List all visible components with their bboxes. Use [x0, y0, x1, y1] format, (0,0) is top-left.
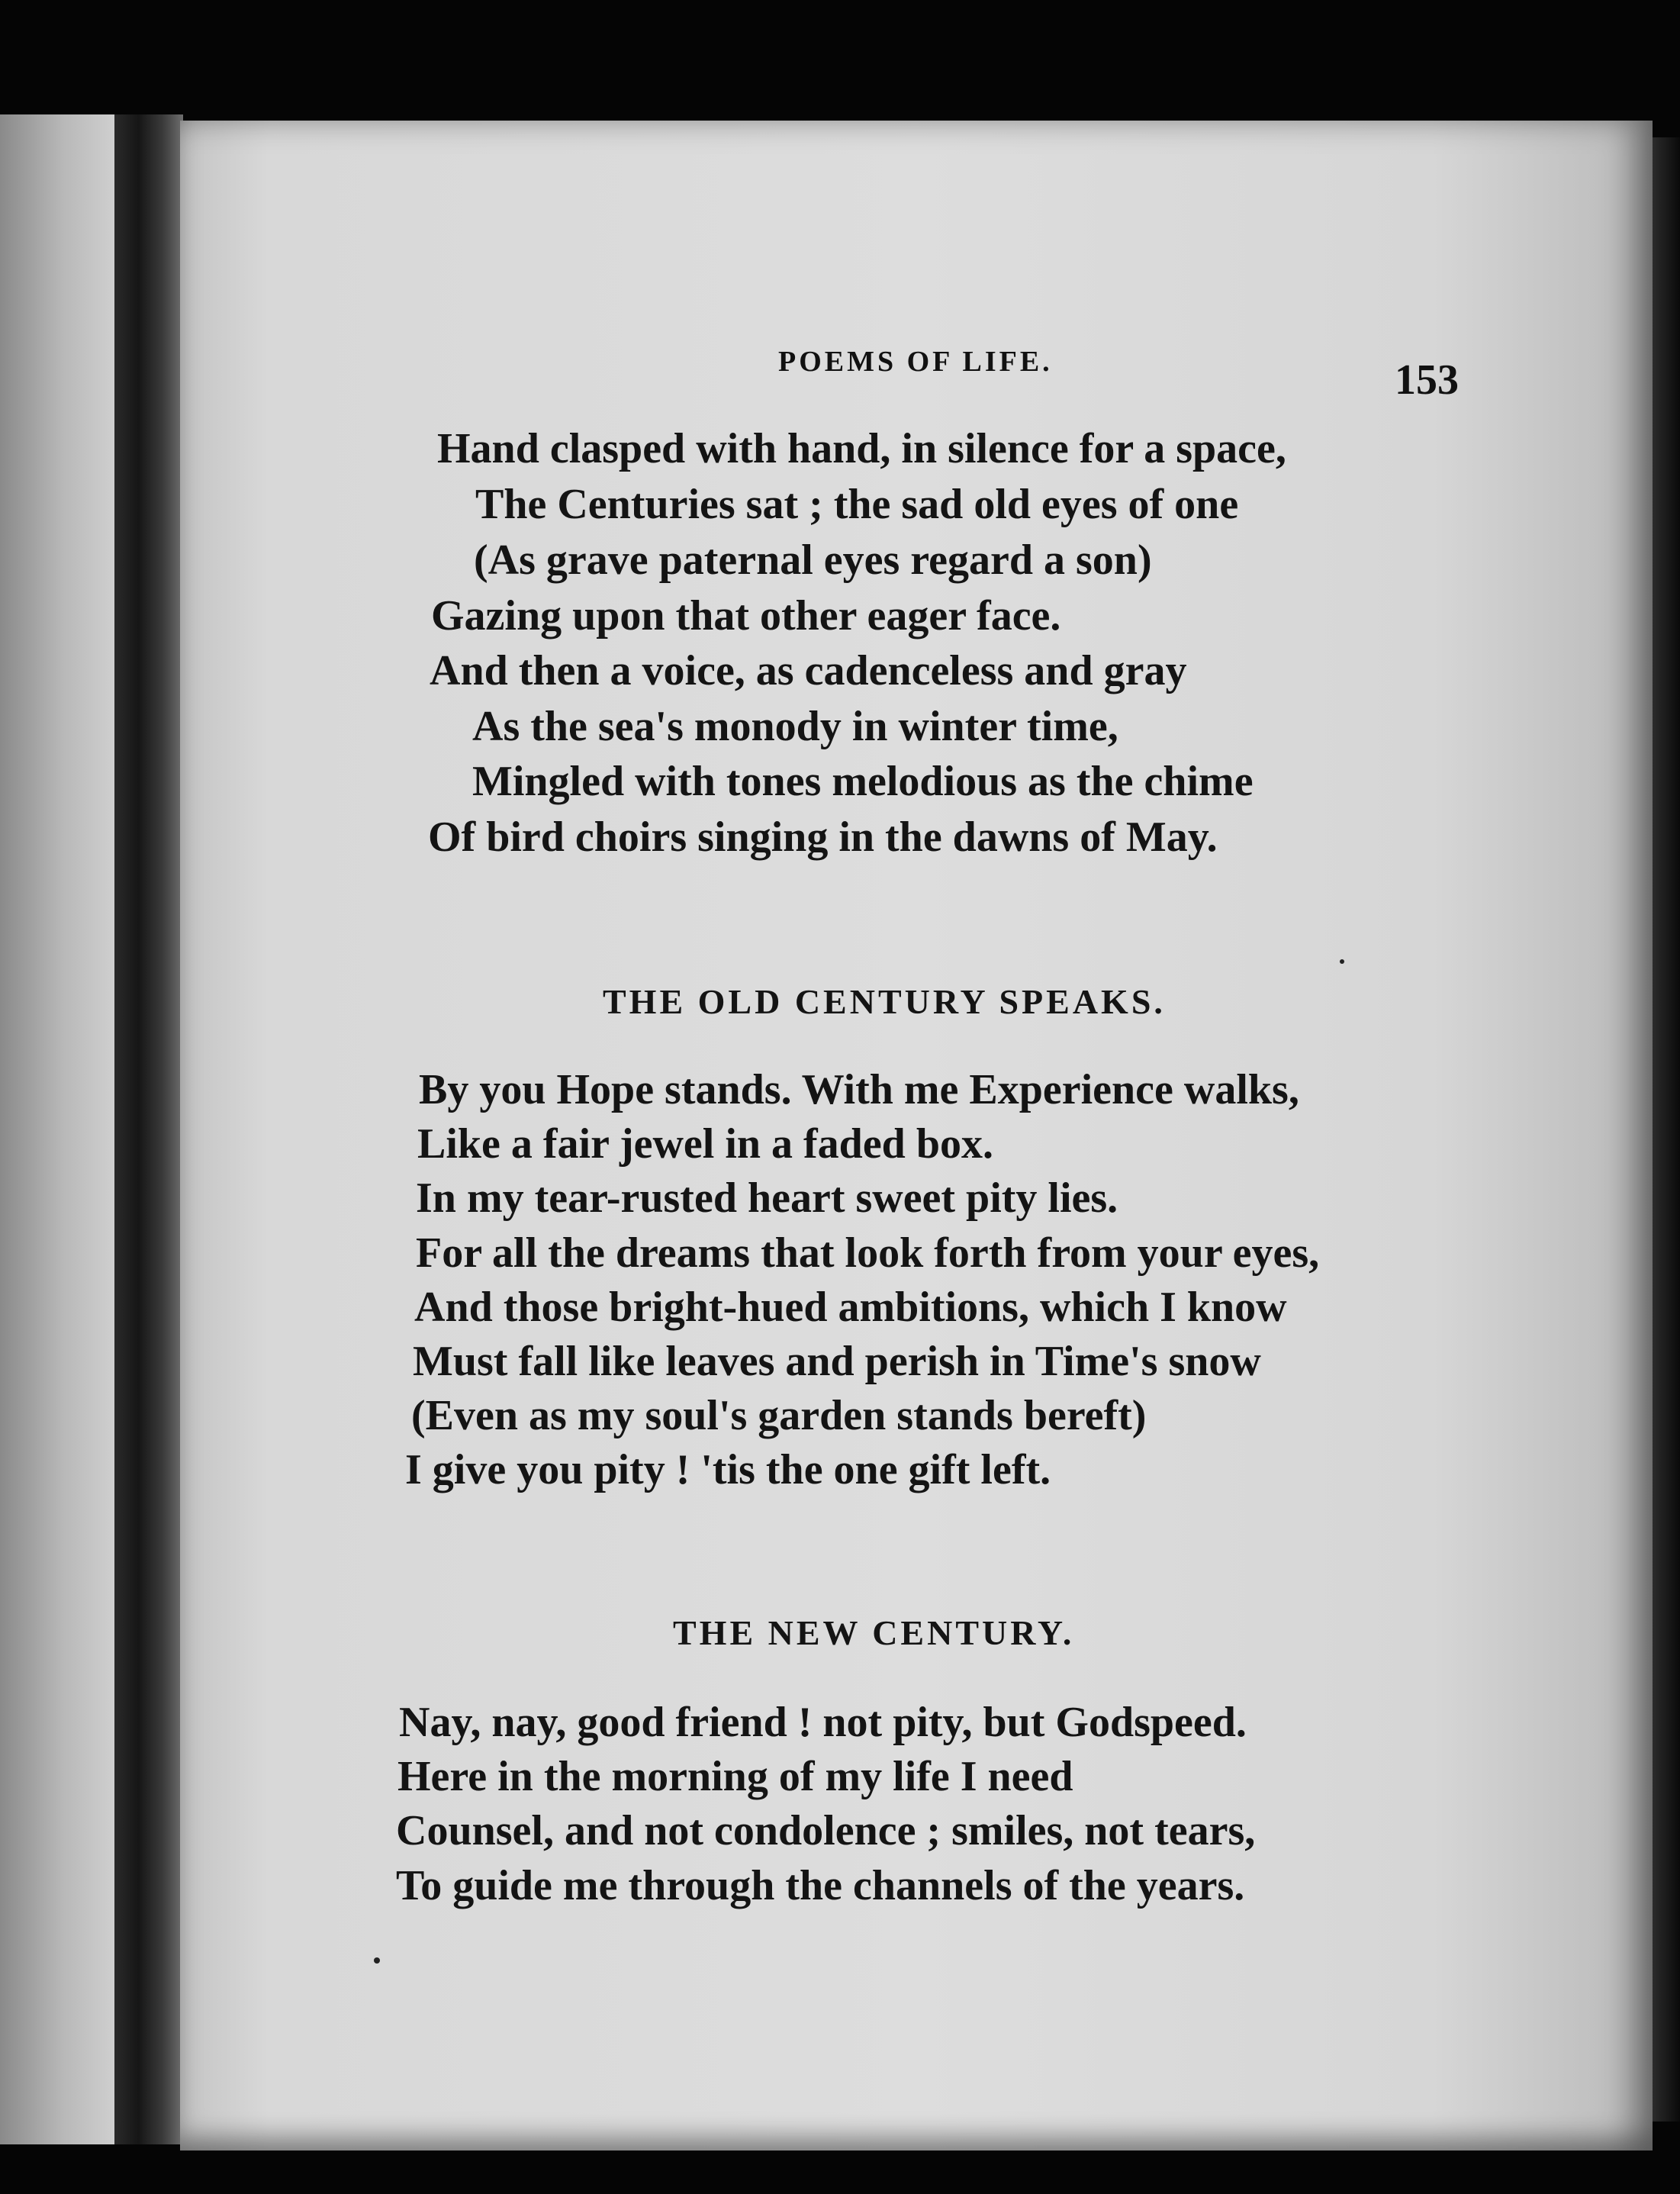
stanza-1-line-2: The Centuries sat ; the sad old eyes of one [475, 481, 1239, 528]
stanza-1-line-8: Of bird choirs singing in the dawns of May. [428, 813, 1218, 861]
page-number: 153 [1395, 356, 1459, 404]
old-century-line-4: For all the dreams that look forth from your eyes, [416, 1229, 1320, 1277]
old-century-line-2: Like a fair jewel in a faded box. [417, 1120, 993, 1168]
ink-speck [374, 1957, 380, 1964]
old-century-line-1: By you Hope stands. With me Experience walks, [419, 1066, 1299, 1113]
stanza-1-line-7: Mingled with tones melodious as the chime [472, 758, 1254, 805]
facing-page-edge [0, 114, 114, 2144]
running-head: POEMS OF LIFE. [778, 346, 1053, 378]
old-century-line-5: And those bright-hued ambitions, which I know [414, 1284, 1287, 1331]
new-century-line-2: Here in the morning of my life I need [397, 1753, 1073, 1800]
stanza-1-line-6: As the sea's monody in winter time, [472, 703, 1118, 750]
section-heading-new-century: THE NEW CENTURY. [673, 1613, 1075, 1652]
page-right-shadow [1653, 137, 1680, 2122]
stanza-1-line-3: (As grave paternal eyes regard a son) [474, 536, 1152, 584]
book-gutter [114, 114, 183, 2144]
stanza-1-line-4: Gazing upon that other eager face. [431, 592, 1061, 640]
stanza-1-line-5: And then a voice, as cadenceless and gray [430, 647, 1187, 694]
ink-speck [1340, 959, 1344, 964]
old-century-line-3: In my tear-rusted heart sweet pity lies. [416, 1174, 1118, 1222]
old-century-line-8: I give you pity ! 'tis the one gift left. [405, 1446, 1051, 1493]
old-century-line-7: (Even as my soul's garden stands bereft) [411, 1392, 1147, 1439]
new-century-line-4: To guide me through the channels of the years. [396, 1862, 1245, 1909]
new-century-line-3: Counsel, and not condolence ; smiles, not tears, [396, 1807, 1256, 1854]
stanza-1-line-1: Hand clasped with hand, in silence for a space, [437, 425, 1286, 472]
new-century-line-1: Nay, nay, good friend ! not pity, but Godspeed. [399, 1699, 1247, 1746]
section-heading-old-century: THE OLD CENTURY SPEAKS. [603, 982, 1166, 1021]
old-century-line-6: Must fall like leaves and perish in Time's snow [413, 1338, 1261, 1385]
